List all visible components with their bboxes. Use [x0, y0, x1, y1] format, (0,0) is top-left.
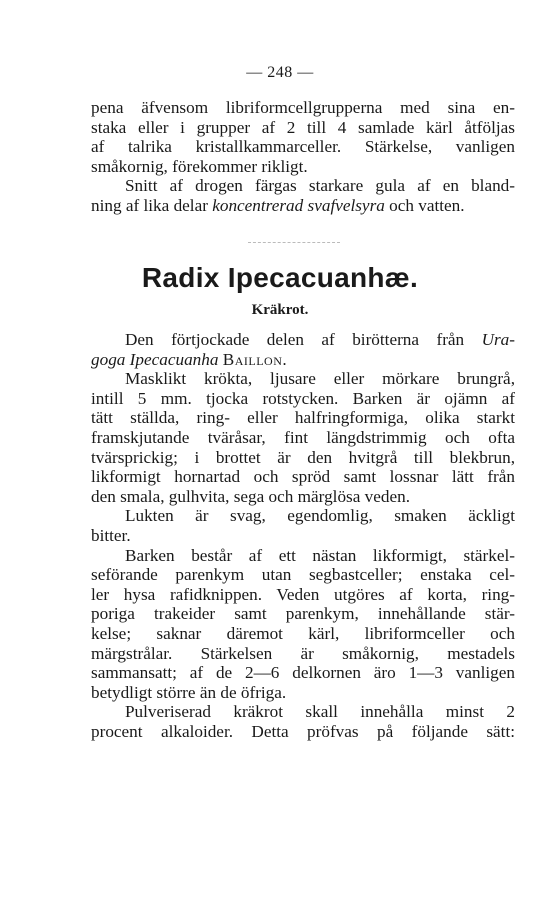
text-span: Den förtjockade delen af birötterna från [125, 330, 482, 349]
text-line [91, 196, 515, 216]
intro-text [91, 98, 515, 216]
page-number: — 248 — [246, 64, 314, 81]
body-text [91, 330, 515, 741]
text-line: af talrika kristallkammarceller. Stärkelse, vanligen [91, 137, 515, 157]
text-line: Pulveriserad kräkrot skall innehålla minst 2 [125, 702, 515, 722]
text-line [91, 330, 515, 350]
author-name: Baillon. [222, 349, 288, 369]
text-line: bitter. [91, 525, 131, 545]
text-line: likformigt hornartad och spröd samt lossnar lätt från [91, 467, 515, 487]
text-line: intill 5 mm. tjocka rotstycken. Barken är ojämn af [91, 388, 515, 408]
text-line: seförande parenkym utan segbastceller; enstaka cel- [91, 565, 515, 585]
text-line: poriga trakeider samt parenkym, innehållande stär- [91, 604, 515, 624]
section-title: Radix Ipecacuanhæ. [141, 262, 419, 293]
text-line: staka eller i grupper af 2 till 4 samlade kärl åtföljas [91, 117, 515, 137]
section-divider [248, 242, 340, 243]
text-line: framskjutande tväråsar, fint längdstrimmig och ofta [91, 427, 515, 447]
text-line: märgstrålar. Stärkelsen är småkornig, mestadels [91, 643, 515, 663]
text-line: kelse; saknar däremot kärl, libriformceller och [91, 623, 515, 643]
text-line: sammansatt; af de 2—6 delkornen äro 1—3 vanligen [91, 663, 515, 683]
text-line [91, 350, 515, 370]
section-subtitle: Kräkrot. [251, 302, 309, 318]
italic-term: koncentrerad svafvelsyra [212, 195, 385, 215]
text-line: Masklikt krökta, ljusare eller mörkare brungrå, [125, 369, 515, 389]
text-line: pena äfvensom libriformcellgrupperna med sina en- [91, 98, 515, 117]
text-span: ning af lika delar [91, 195, 213, 215]
text-line: tvärsprickig; i brottet är den hvitgrå till blekbrun, [91, 447, 515, 467]
text-line: procent alkaloider. Detta pröfvas på följande sätt: [91, 721, 515, 741]
text-line: den smala, gulhvita, sega och märglösa veden. [91, 486, 410, 506]
italic-term: Ura- [481, 330, 515, 349]
italic-term: goga Ipecacuanha [91, 349, 219, 369]
text-span: och vatten. [384, 195, 465, 215]
text-line: tätt ställda, ring- eller halfringformiga, olika starkt [91, 408, 515, 428]
text-line: Lukten är svag, egendomlig, smaken äckligt [125, 506, 515, 526]
text-line: småkornig, förekommer rikligt. [91, 156, 308, 176]
text-line: betydligt större än de öfriga. [91, 682, 287, 702]
text-line: Barken består af ett nästan likformigt, stärkel- [125, 545, 515, 565]
text-line: ler hysa rafidknippen. Veden utgöres af korta, ring- [91, 584, 515, 604]
text-line: Snitt af drogen färgas starkare gula af en bland- [125, 176, 515, 196]
